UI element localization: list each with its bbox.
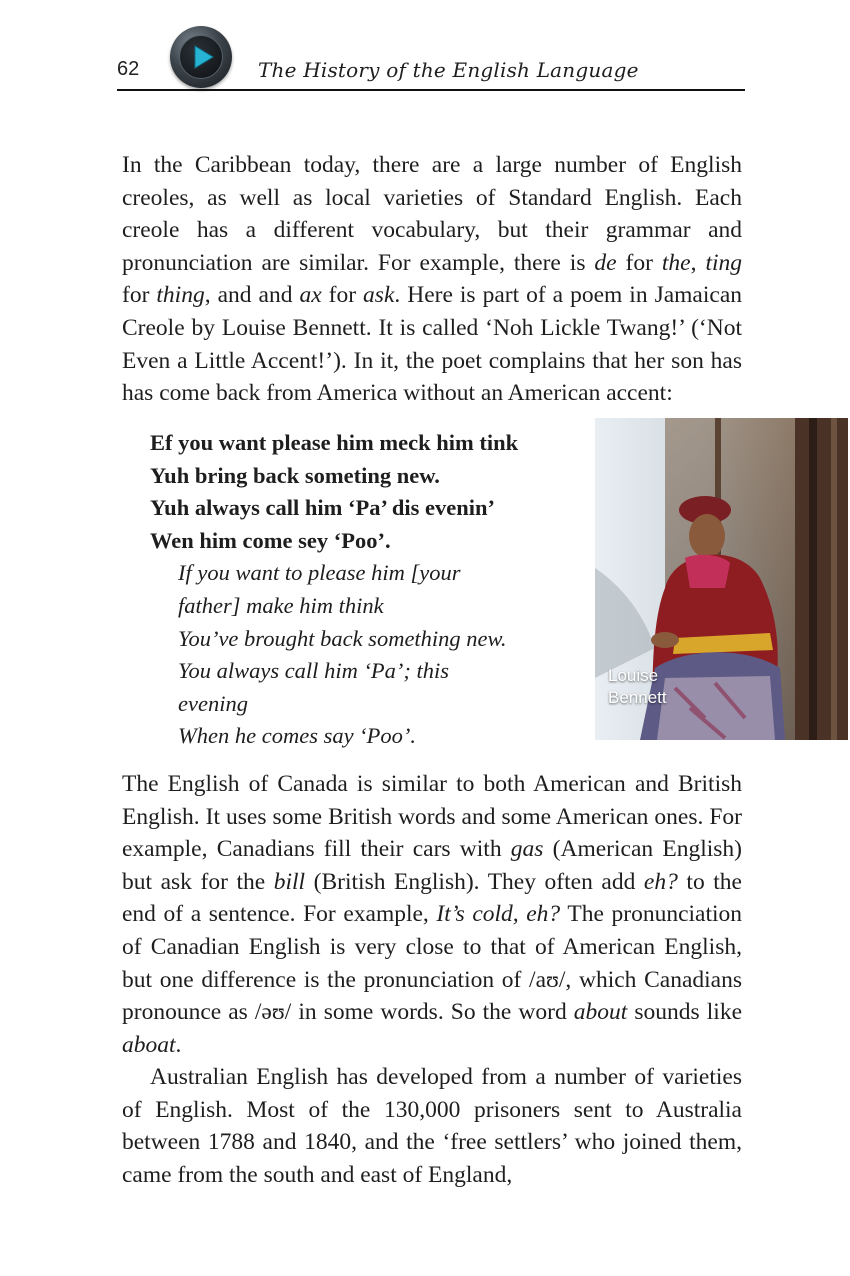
running-title: The History of the English Language [258,58,639,82]
italic-term: gas [510,836,544,863]
italic-term: aboat [122,1031,176,1058]
paragraph-canada: The English of Canada is similar to both American and British English. It uses some British words and some American ones. For example, Canadians fill their cars with gas (American English) but ask for the bill (British English). They often add eh? to the end of a sentence. For example, It’s cold, eh? The pronunciation of Canadian English is very close to that of American English, but one difference is the pronunciation of /aʊ/, which Canadians pronounce as /əʊ/ in some words. So the word about sounds like aboat. [122,771,743,1058]
poem-line: Wen him come sey ‘Poo’. [150,527,391,553]
paragraph-caribbean: In the Caribbean today, there are a large number of English creoles, as well as local varieties of Standard English. Each creole has a different vocabulary, but their grammar and pronunciation are similar. For example, there is de for the, ting for thing, and and ax for ask. Here is part of a poem in Jamaican Creole by Louise Bennett. It is called ‘Noh Lickle Twang!’ (‘Not Even a Little Accent!’). In it, the poet complains that her son has has come back from America without an American accent: [122,152,743,407]
translation-line: You’ve brought back something new. [178,625,507,651]
photo-caption-line: Bennett [608,688,667,707]
italic-term: ting [705,249,743,276]
italic-term: about [573,999,628,1026]
italic-term: the [661,249,691,276]
translation-line: If you want to please him [your [178,560,461,586]
photo-caption [608,665,667,709]
photo-louise-bennett [595,418,848,740]
italic-term: ask [363,282,395,309]
translation-line: When he comes say ‘Poo’. [178,723,417,749]
translation-line: You always call him ‘Pa’; this [178,658,450,684]
italic-term: bill [273,868,306,895]
italic-term: thing [156,282,205,309]
play-icon [179,35,223,79]
paragraph-australia: Australian English has developed from a number of varieties of English. Most of the 130,000 prisoners sent to Australia between 1788 and 1840, and the ‘free settlers’ who joined them, came from the south and east of England, [122,1064,742,1188]
translation-line: evening [178,690,248,716]
translation-line: father] make him think [178,592,384,618]
photo-caption-line: Louise [608,666,659,685]
page-number: 62 [117,58,140,80]
italic-term: ax [299,282,322,309]
poem-block [150,427,580,753]
header-rule [117,89,745,91]
italic-term: eh? [643,868,678,895]
poem-line: Ef you want please him meck him tink [150,430,519,455]
play-button[interactable] [170,26,232,88]
poem-line: Yuh always call him ‘Pa’ dis evenin’ [150,495,496,521]
italic-term: It’s cold, eh? [436,901,561,928]
poem-line: Yuh bring back someting new. [150,462,440,488]
poem-translation [178,557,580,753]
italic-term: de [594,249,617,276]
